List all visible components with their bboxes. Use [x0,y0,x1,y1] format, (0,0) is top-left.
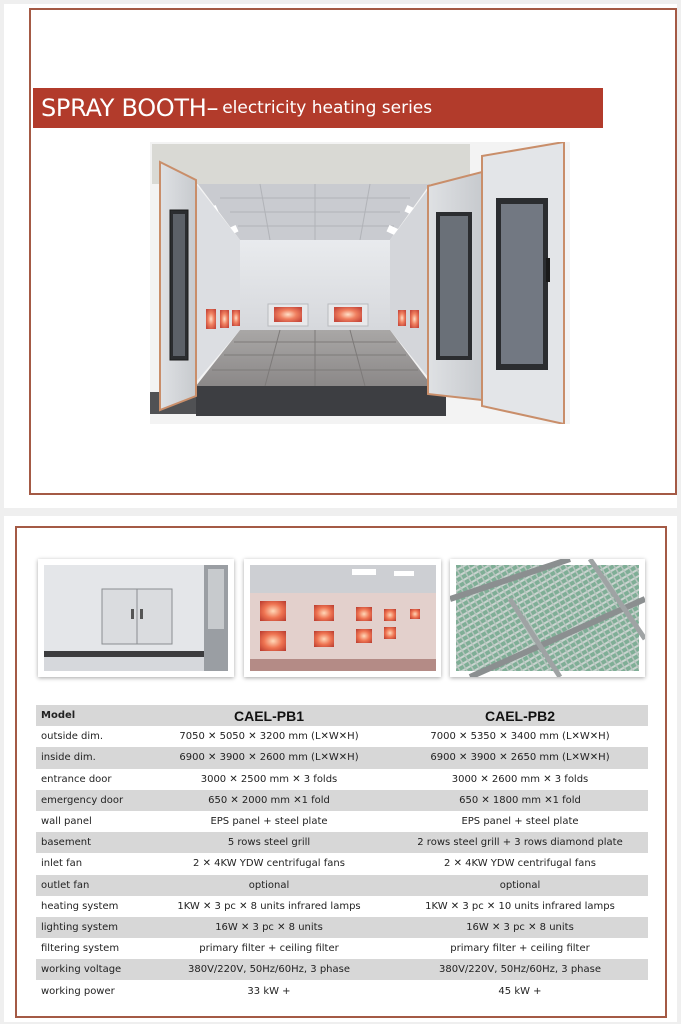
spray-booth-photo [150,142,570,424]
pb1-value: 6900 ✕ 3900 ✕ 2600 mm (L✕W✕H) [146,747,392,768]
spec-table [36,705,648,1002]
pb2-value: 650 ✕ 1800 mm ✕1 fold [392,790,648,811]
row-label: inlet fan [36,853,146,874]
pb2-value: primary filter + ceiling filter [392,938,648,959]
row-label: inside dim. [36,747,146,768]
pb1-value: 3000 ✕ 2500 mm ✕ 3 folds [146,769,392,790]
pb2-value: 1KW ✕ 3 pc ✕ 10 units infrared lamps [392,896,648,917]
steel-grill-floor-photo [450,559,645,677]
pb1-value: 1KW ✕ 3 pc ✕ 8 units infrared lamps [146,896,392,917]
table-row [36,853,648,874]
pb1-value: optional [146,875,392,896]
table-row [36,747,648,768]
table-header-row [36,705,648,726]
table-row [36,790,648,811]
pb1-value: 7050 ✕ 5050 ✕ 3200 mm (L✕W✕H) [146,726,392,747]
pb2-value: optional [392,875,648,896]
table-row [36,896,648,917]
pb2-value: 2 rows steel grill + 3 rows diamond plate [392,832,648,853]
pb1-value: 380V/220V, 50Hz/60Hz, 3 phase [146,959,392,980]
pb1-value: 650 ✕ 2000 mm ✕1 fold [146,790,392,811]
pb2-value: 6900 ✕ 3900 ✕ 2650 mm (L✕W✕H) [392,747,648,768]
table-row [36,811,648,832]
infrared-lamps-photo [244,559,441,677]
row-label: outlet fan [36,875,146,896]
row-label: outside dim. [36,726,146,747]
title-subtitle: electricity heating series [222,98,433,118]
table-row [36,938,648,959]
title-main: SPRAY BOOTH– [41,94,219,122]
table-row [36,917,648,938]
control-cabinet-photo [38,559,234,677]
pb1-value: 33 kW + [146,980,392,1001]
table-row [36,875,648,896]
table-row [36,769,648,790]
pb1-value: 2 ✕ 4KW YDW centrifugal fans [146,853,392,874]
pb2-value: 3000 ✕ 2600 mm ✕ 3 folds [392,769,648,790]
pb2-value: 7000 ✕ 5350 ✕ 3400 mm (L✕W✕H) [392,726,648,747]
row-label: filtering system [36,938,146,959]
row-label: heating system [36,896,146,917]
row-label: emergency door [36,790,146,811]
row-label: entrance door [36,769,146,790]
pb2-value: 45 kW + [392,980,648,1001]
table-row [36,980,648,1001]
row-label: working power [36,980,146,1001]
row-label: wall panel [36,811,146,832]
model-pb2: CAEL-PB2 [392,705,648,726]
pb2-value: EPS panel + steel plate [392,811,648,832]
pb1-value: 5 rows steel grill [146,832,392,853]
pb1-value: primary filter + ceiling filter [146,938,392,959]
title-banner [33,88,603,128]
model-pb1: CAEL-PB1 [146,705,392,726]
model-header: Model [36,705,146,726]
pb1-value: 16W ✕ 3 pc ✕ 8 units [146,917,392,938]
pb2-value: 16W ✕ 3 pc ✕ 8 units [392,917,648,938]
table-row [36,959,648,980]
table-row [36,832,648,853]
pb2-value: 380V/220V, 50Hz/60Hz, 3 phase [392,959,648,980]
table-row [36,726,648,747]
row-label: lighting system [36,917,146,938]
row-label: working voltage [36,959,146,980]
row-label: basement [36,832,146,853]
pb2-value: 2 ✕ 4KW YDW centrifugal fans [392,853,648,874]
pb1-value: EPS panel + steel plate [146,811,392,832]
